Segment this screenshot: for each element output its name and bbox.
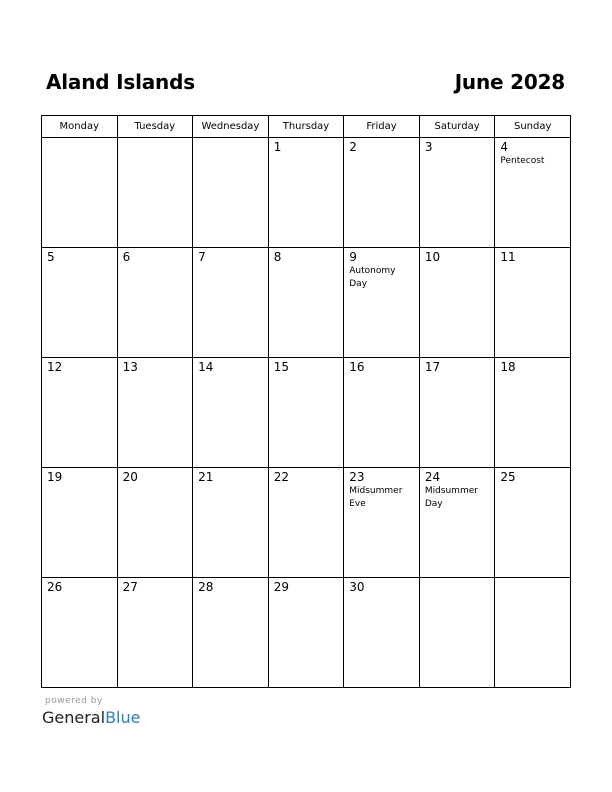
month-year-title: June 2028	[454, 70, 565, 94]
day-cell	[419, 468, 495, 578]
day-number: 1	[273, 140, 282, 154]
day-cell	[193, 138, 269, 248]
day-cell	[42, 468, 118, 578]
calendar-grid	[41, 115, 571, 688]
day-cell	[344, 248, 420, 358]
brand-name-part1: General	[42, 708, 106, 727]
weekday-header: Thursday	[268, 116, 344, 138]
day-number: 30	[349, 580, 365, 594]
week-row	[42, 468, 571, 578]
weekday-header: Monday	[42, 116, 118, 138]
day-cell	[42, 248, 118, 358]
day-number: 16	[349, 360, 365, 374]
day-cell	[495, 468, 571, 578]
day-number: 6	[122, 250, 131, 264]
powered-by-text: powered by	[45, 696, 103, 706]
weekday-header: Friday	[344, 116, 420, 138]
day-number: 22	[273, 470, 289, 484]
day-number: 25	[500, 470, 516, 484]
holiday-label: Midsummer Day	[424, 486, 478, 509]
brand-name-part2: Blue	[105, 708, 141, 727]
region-title: Aland Islands	[46, 70, 195, 94]
day-number: 8	[273, 250, 282, 264]
day-number: 4	[500, 140, 509, 154]
day-number: 26	[47, 580, 63, 594]
day-number: 19	[47, 470, 63, 484]
day-cell	[268, 358, 344, 468]
brand-logo[interactable]	[42, 708, 140, 727]
day-number: 9	[349, 250, 357, 264]
footer-logo[interactable]	[42, 696, 140, 727]
day-cell	[117, 468, 193, 578]
day-cell	[419, 578, 495, 688]
day-cell	[419, 248, 495, 358]
day-number: 15	[273, 360, 289, 374]
day-number: 24	[424, 470, 441, 484]
day-cell	[42, 138, 118, 248]
day-number: 23	[349, 470, 365, 484]
day-cell	[193, 248, 269, 358]
day-cell	[193, 468, 269, 578]
holiday-label: Midsummer Eve	[349, 486, 403, 509]
day-cell	[117, 358, 193, 468]
day-cell	[344, 578, 420, 688]
day-cell	[117, 578, 193, 688]
week-row	[42, 248, 571, 358]
day-number: 17	[424, 360, 441, 374]
week-row	[42, 578, 571, 688]
day-cell	[117, 138, 193, 248]
weekday-header-row	[42, 116, 571, 138]
day-number: 21	[198, 470, 214, 484]
day-cell	[419, 138, 495, 248]
day-cell	[495, 248, 571, 358]
day-cell	[344, 138, 420, 248]
day-number: 29	[273, 580, 289, 594]
day-number: 5	[47, 250, 55, 264]
weekday-header: Sunday	[495, 116, 571, 138]
day-number: 27	[122, 580, 138, 594]
day-cell	[193, 358, 269, 468]
day-number: 13	[122, 360, 138, 374]
day-cell	[344, 358, 420, 468]
weekday-header: Tuesday	[117, 116, 193, 138]
day-number: 28	[198, 580, 214, 594]
day-cell	[268, 138, 344, 248]
holiday-label: Autonomy Day	[349, 266, 396, 289]
day-number: 14	[198, 360, 214, 374]
day-cell	[495, 578, 571, 688]
week-row	[42, 358, 571, 468]
day-cell	[495, 138, 571, 248]
day-number: 18	[500, 360, 516, 374]
weekday-header: Wednesday	[193, 116, 269, 138]
day-number: 20	[122, 470, 138, 484]
day-cell	[344, 468, 420, 578]
day-number: 7	[198, 250, 206, 264]
day-cell	[117, 248, 193, 358]
day-number: 2	[349, 140, 357, 154]
day-cell	[42, 578, 118, 688]
day-cell	[193, 578, 269, 688]
day-cell	[268, 248, 344, 358]
day-number: 10	[424, 250, 441, 264]
holiday-label: Pentecost	[500, 156, 545, 166]
week-row	[42, 138, 571, 248]
day-cell	[419, 358, 495, 468]
day-cell	[268, 468, 344, 578]
weekday-header: Saturday	[419, 116, 495, 138]
day-number: 11	[500, 250, 516, 264]
day-cell	[495, 358, 571, 468]
day-cell	[268, 578, 344, 688]
day-number: 12	[47, 360, 63, 374]
day-cell	[42, 358, 118, 468]
day-number: 3	[424, 140, 433, 154]
